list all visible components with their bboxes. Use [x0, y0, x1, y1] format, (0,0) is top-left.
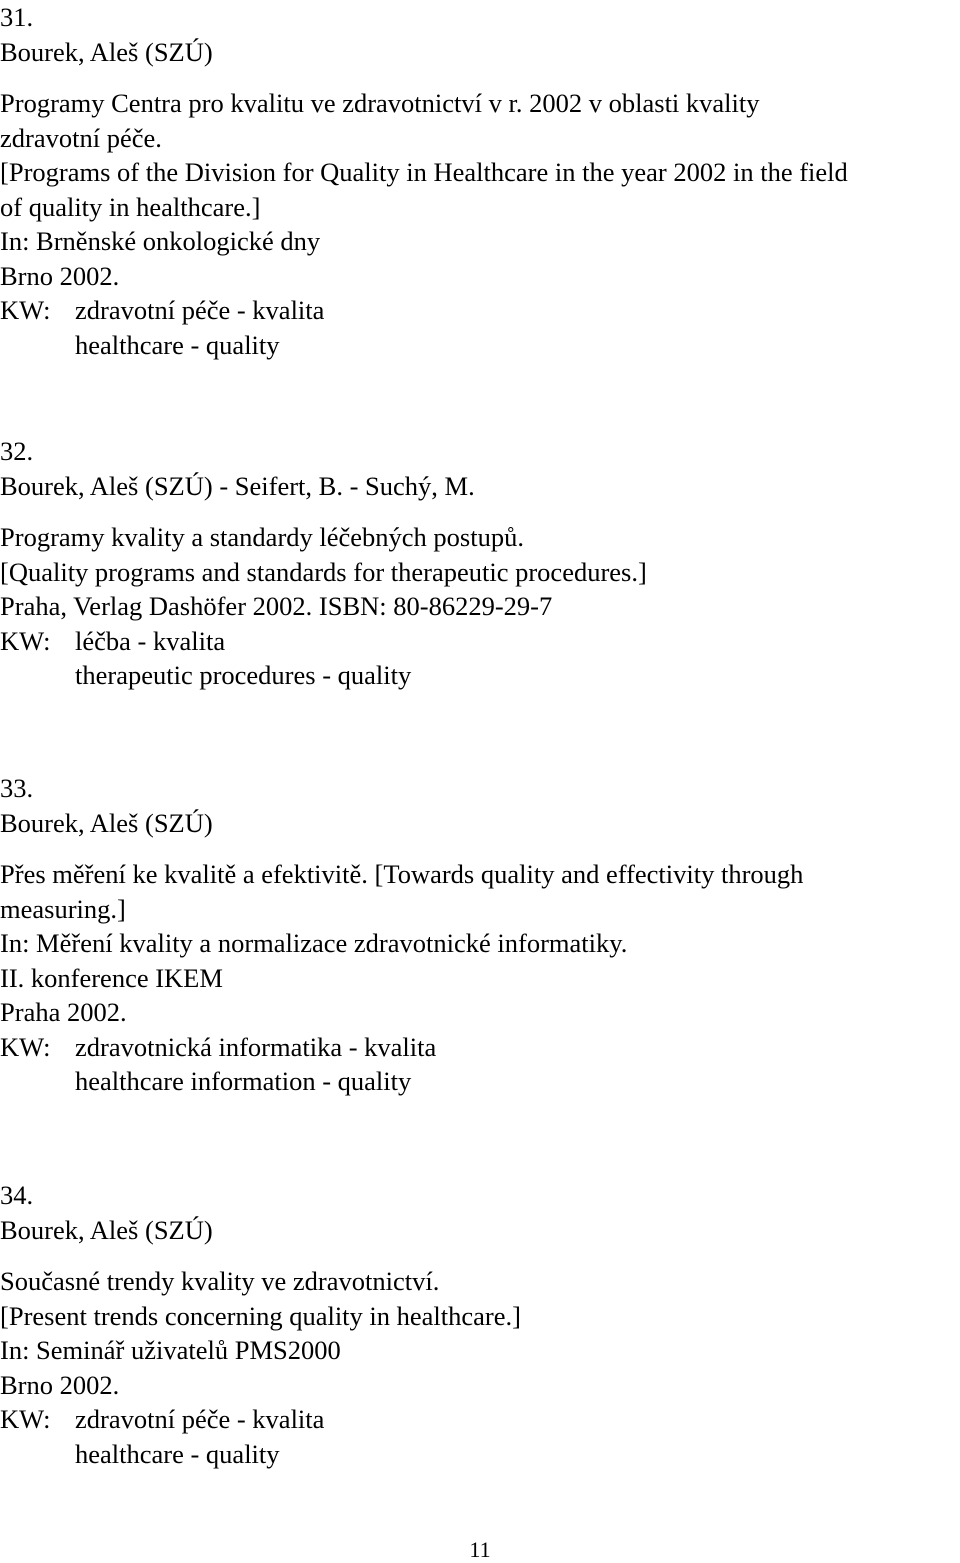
entry-authors: Bourek, Aleš (SZÚ) - Seifert, B. - Suchý, M. [0, 470, 475, 501]
entry-line: Praha, Verlag Dashöfer 2002. ISBN: 80-86229-29-7 [0, 591, 553, 621]
entry-line: [Present trends concerning quality in healthcare.] [0, 1300, 521, 1331]
entry-number: 32. [0, 436, 34, 466]
keywords-row [0, 293, 960, 328]
keywords-label: KW: [0, 1031, 51, 1062]
bibliography-entry-32 [0, 434, 960, 693]
entry-line: measuring.] [0, 893, 126, 924]
bibliography-entry-31 [0, 0, 960, 362]
keyword-secondary: healthcare - quality [75, 1438, 280, 1469]
entry-line: In: Seminář uživatelů PMS2000 [0, 1335, 341, 1365]
entry-line: Přes měření ke kvalitě a efektivitě. [Towards quality and effectivity through [0, 859, 804, 889]
entry-line: II. konference IKEM [0, 962, 223, 993]
entry-line: Programy Centra pro kvalitu ve zdravotnictví v r. 2002 v oblasti kvality [0, 88, 760, 118]
bibliography-entry-34 [0, 1178, 960, 1471]
entry-authors: Bourek, Aleš (SZÚ) [0, 807, 213, 838]
entry-line: zdravotní péče. [0, 122, 162, 153]
page-number: 11 [469, 1537, 491, 1562]
entry-authors: Bourek, Aleš (SZÚ) [0, 1214, 213, 1245]
entry-line: Brno 2002. [0, 260, 120, 291]
entry-authors: Bourek, Aleš (SZÚ) [0, 36, 213, 67]
entry-line: [Quality programs and standards for therapeutic procedures.] [0, 556, 647, 587]
entry-line: of quality in healthcare.] [0, 191, 261, 222]
entry-line: Programy kvality a standardy léčebných postupů. [0, 522, 524, 552]
keywords-row [0, 624, 960, 659]
keyword-primary: zdravotnická informatika - kvalita [75, 1031, 437, 1062]
entry-number: 31. [0, 2, 34, 32]
entry-line: Brno 2002. [0, 1369, 120, 1400]
keyword-primary: zdravotní péče - kvalita [75, 1404, 325, 1434]
keyword-secondary: healthcare - quality [75, 329, 280, 360]
keyword-secondary: therapeutic procedures - quality [75, 660, 412, 690]
entry-number: 33. [0, 773, 34, 803]
keywords-row [0, 1030, 960, 1065]
entry-number: 34. [0, 1180, 34, 1210]
keywords-row [0, 1402, 960, 1437]
keyword-primary: léčba - kvalita [75, 625, 226, 656]
entry-line: Současné trendy kvality ve zdravotnictví. [0, 1266, 440, 1296]
keywords-label: KW: [0, 295, 51, 325]
bibliography-entry-33 [0, 771, 960, 1099]
entry-line: [Programs of the Division for Quality in Healthcare in the year 2002 in the field [0, 157, 848, 187]
entry-line: In: Brněnské onkologické dny [0, 226, 321, 256]
keyword-primary: zdravotní péče - kvalita [75, 295, 325, 325]
keywords-label: KW: [0, 1404, 51, 1434]
keyword-secondary: healthcare information - quality [75, 1066, 412, 1096]
entry-line: In: Měření kvality a normalizace zdravotnické informatiky. [0, 928, 628, 958]
keywords-label: KW: [0, 625, 51, 656]
entry-line: Praha 2002. [0, 997, 127, 1027]
